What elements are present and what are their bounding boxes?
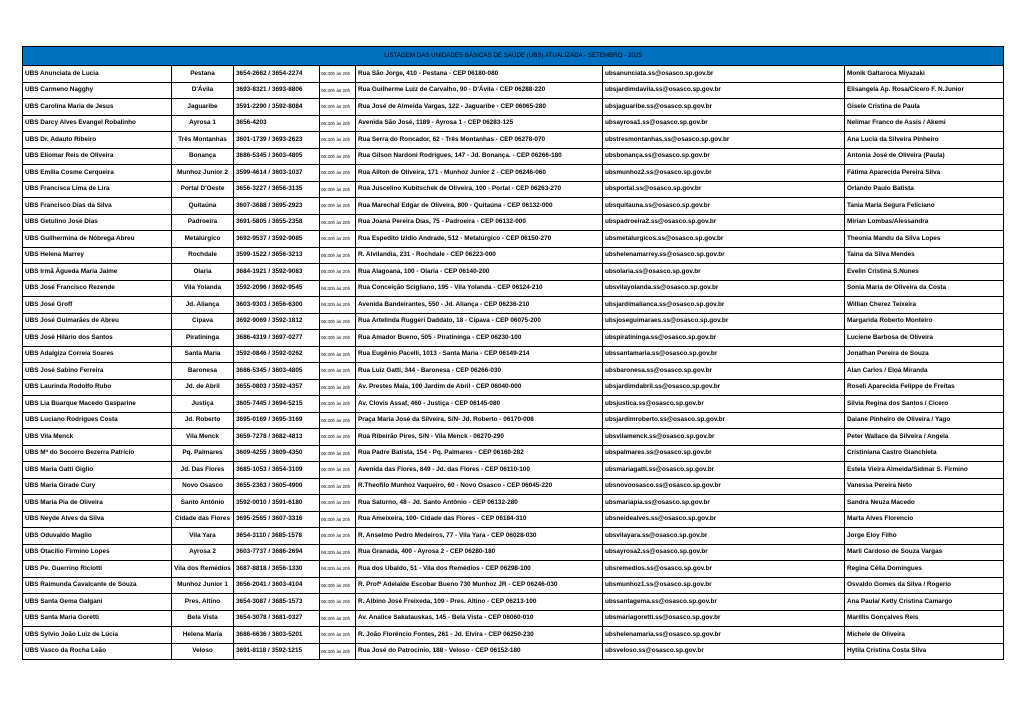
manager-cell: Antonia José de Oliveira (Paula) bbox=[845, 148, 1004, 165]
district-cell: Quitaúna bbox=[172, 198, 234, 215]
unit-name-cell: UBS José Groff bbox=[23, 297, 172, 314]
hours-cell: 06:30h às 20h bbox=[320, 412, 356, 429]
unit-name-cell: UBS Sylvio João Luiz de Lúcia bbox=[23, 627, 172, 644]
ubs-listing-sheet bbox=[22, 46, 1003, 660]
district-cell: Bela Vista bbox=[172, 610, 234, 627]
hours-cell: 06:30h às 20h bbox=[320, 610, 356, 627]
unit-name-cell: UBS Neyde Alves da Silva bbox=[23, 511, 172, 528]
district-cell: Santa Maria bbox=[172, 346, 234, 363]
district-cell: Munhoz Junior 1 bbox=[172, 577, 234, 594]
manager-cell: Gisele Cristina de Paula bbox=[845, 99, 1004, 116]
unit-name-cell: UBS Helena Marrey bbox=[23, 247, 172, 264]
table-row bbox=[23, 181, 1004, 198]
table-row bbox=[23, 561, 1004, 578]
hours-cell: 06:30h às 20h bbox=[320, 99, 356, 116]
unit-name-cell: UBS Maria Girade Cury bbox=[23, 478, 172, 495]
phones-cell: 3686-6636 / 3603-5201 bbox=[234, 627, 320, 644]
hours-cell: 06:30h às 20h bbox=[320, 396, 356, 413]
table-row bbox=[23, 594, 1004, 611]
address-cell: Avenida das Flores, 849 - Jd. das Flores - CEP 06110-100 bbox=[356, 462, 603, 479]
unit-name-cell: UBS Getulino José Dias bbox=[23, 214, 172, 231]
hours-cell: 06:30h às 20h bbox=[320, 181, 356, 198]
table-row bbox=[23, 280, 1004, 297]
address-cell: Rua Guilherme Luiz de Carvalho, 90 - D'Ávila - CEP 06288-220 bbox=[356, 82, 603, 99]
table-row bbox=[23, 610, 1004, 627]
table-row bbox=[23, 165, 1004, 182]
table-row bbox=[23, 478, 1004, 495]
hours-cell: 06:30h às 20h bbox=[320, 313, 356, 330]
phones-cell: 3693-8321 / 3693-8806 bbox=[234, 82, 320, 99]
table-row bbox=[23, 643, 1004, 660]
district-cell: Ayrosa 1 bbox=[172, 115, 234, 132]
district-cell: Três Montanhas bbox=[172, 132, 234, 149]
address-cell: Rua Espedito Izidio Andrade, 512 - Metalúrgico - CEP 06150-270 bbox=[356, 231, 603, 248]
manager-cell: Mirian Lombas/Alessandra bbox=[845, 214, 1004, 231]
phones-cell: 3603-7737 / 3686-2694 bbox=[234, 544, 320, 561]
district-cell: Rochdale bbox=[172, 247, 234, 264]
district-cell: Padroeira bbox=[172, 214, 234, 231]
table-row bbox=[23, 462, 1004, 479]
address-cell: Rua dos Ubaldo, 51 - Vila dos Remédios - CEP 06298-100 bbox=[356, 561, 603, 578]
phones-cell: 3654-3110 / 3685-1578 bbox=[234, 528, 320, 545]
manager-cell: Evelin Cristina S.Nunes bbox=[845, 264, 1004, 281]
phones-cell: 3695-0169 / 3695-3169 bbox=[234, 412, 320, 429]
address-cell: Rua Ribeirão Pires, S/N - Vila Menck - 06270-290 bbox=[356, 429, 603, 446]
phones-cell: 3591-2290 / 3592-8084 bbox=[234, 99, 320, 116]
table-row bbox=[23, 511, 1004, 528]
unit-name-cell: UBS Guilhermina de Nóbrega Abreu bbox=[23, 231, 172, 248]
district-cell: Metalúrgico bbox=[172, 231, 234, 248]
address-cell: Rua Juscelino Kubitschek de Oliveira, 100 - Portal - CEP 06263-270 bbox=[356, 181, 603, 198]
email-cell: ubsayrosa1.ss@osasco.sp.gov.br bbox=[603, 115, 845, 132]
hours-cell: 06:30h às 20h bbox=[320, 346, 356, 363]
email-cell: ubsmetalurgicos.ss@osasco.sp.gov.br bbox=[603, 231, 845, 248]
district-cell: Vila Yara bbox=[172, 528, 234, 545]
hours-cell: 06:30h às 20h bbox=[320, 445, 356, 462]
hours-cell: 06:30h às 20h bbox=[320, 330, 356, 347]
manager-cell: Regina Célia Domingues bbox=[845, 561, 1004, 578]
phones-cell: 3686-5345 / 3603-4805 bbox=[234, 148, 320, 165]
table-title: LISTAGEM DAS UNIDADES BÁSICAS DE SAÚDE (UBS) ATUALIZADA - SETEMBRO - 2025 bbox=[23, 47, 1004, 66]
email-cell: ubsjardimroberto.ss@osasco.sp.gov.br bbox=[603, 412, 845, 429]
hours-cell: 06:30h às 20h bbox=[320, 627, 356, 644]
email-cell: ubspadroeira2.ss@osasco.sp.gov.br bbox=[603, 214, 845, 231]
unit-name-cell: UBS José Hilário dos Santos bbox=[23, 330, 172, 347]
address-cell: Rua São Jorge, 410 - Pestana - CEP 06180-080 bbox=[356, 66, 603, 83]
email-cell: ubsquitauna.ss@osasco.sp.gov.br bbox=[603, 198, 845, 215]
phones-cell: 3656-3227 / 3656-3135 bbox=[234, 181, 320, 198]
hours-cell: 06:30h às 20h bbox=[320, 462, 356, 479]
manager-cell: Nelimar Franco de Assis / Akemi bbox=[845, 115, 1004, 132]
phones-cell: 3691-8118 / 3592-1215 bbox=[234, 643, 320, 660]
manager-cell: Theonia Mandu da Silva Lopes bbox=[845, 231, 1004, 248]
address-cell: Rua Artelinda Ruggeri Daddato, 18 - Cipava - CEP 06075-200 bbox=[356, 313, 603, 330]
phones-cell: 3592-0010 / 3591-6180 bbox=[234, 495, 320, 512]
address-cell: Rua Ailton de Oliveira, 171 - Munhoz Junior 2 - CEP 06246-060 bbox=[356, 165, 603, 182]
district-cell: Jd. Roberto bbox=[172, 412, 234, 429]
table-row bbox=[23, 247, 1004, 264]
hours-cell: 06:30h às 20h bbox=[320, 544, 356, 561]
table-row bbox=[23, 115, 1004, 132]
hours-cell: 06:30h às 20h bbox=[320, 379, 356, 396]
manager-cell: Taina da Silva Mendes bbox=[845, 247, 1004, 264]
unit-name-cell: UBS Lia Buarque Macedo Gasparine bbox=[23, 396, 172, 413]
email-cell: ubsnovoosasco.ss@osasco.sp.gov.br bbox=[603, 478, 845, 495]
email-cell: ubsolaria.ss@osasco.sp.gov.br bbox=[603, 264, 845, 281]
table-row bbox=[23, 627, 1004, 644]
district-cell: Pq. Palmares bbox=[172, 445, 234, 462]
phones-cell: 3605-7445 / 3694-5215 bbox=[234, 396, 320, 413]
email-cell: ubshelenamaria.ss@osasco.sp.gov.br bbox=[603, 627, 845, 644]
hours-cell: 06:30h às 20h bbox=[320, 247, 356, 264]
phones-cell: 3603-9303 / 3656-6300 bbox=[234, 297, 320, 314]
unit-name-cell: UBS Pe. Guerrino Riciotti bbox=[23, 561, 172, 578]
district-cell: Baronesa bbox=[172, 363, 234, 380]
district-cell: Jaguaribe bbox=[172, 99, 234, 116]
address-cell: Rua Saturno, 48 - Jd. Santo Antônio - CEP 06132-280 bbox=[356, 495, 603, 512]
address-cell: Rua Ameixeira, 100- Cidade das Flores - CEP 06184-310 bbox=[356, 511, 603, 528]
unit-name-cell: UBS Francisca Lima de Lira bbox=[23, 181, 172, 198]
address-cell: Avenida Bandeirantes, 550 - Jd. Aliança - CEP 06236-210 bbox=[356, 297, 603, 314]
email-cell: ubsbonança.ss@osasco.sp.gov.br bbox=[603, 148, 845, 165]
manager-cell: Cristiniana Castro Gianchieta bbox=[845, 445, 1004, 462]
address-cell: Rua Amador Bueno, 505 - Piratininga - CEP 06230-100 bbox=[356, 330, 603, 347]
phones-cell: 3695-2565 / 3607-3316 bbox=[234, 511, 320, 528]
address-cell: Rua Alagoana, 100 - Olaria - CEP 06140-200 bbox=[356, 264, 603, 281]
unit-name-cell: UBS Carolina Maria de Jesus bbox=[23, 99, 172, 116]
table-row bbox=[23, 528, 1004, 545]
email-cell: ubshelenamarrey.ss@osasco.sp.gov.br bbox=[603, 247, 845, 264]
manager-cell: Sonia Maria de Oliveira da Costa bbox=[845, 280, 1004, 297]
manager-cell: Daiane Pinheiro de Oliveira / Yago bbox=[845, 412, 1004, 429]
unit-name-cell: UBS Adalgiza Correia Soares bbox=[23, 346, 172, 363]
unit-name-cell: UBS Dr. Adauto Ribeiro bbox=[23, 132, 172, 149]
address-cell: Rua José do Patrocinio, 188 - Veloso - CEP 06152-180 bbox=[356, 643, 603, 660]
address-cell: R. Albino José Freixeda, 109 - Pres. Altino - CEP 06213-100 bbox=[356, 594, 603, 611]
address-cell: Rua Eugênio Pacelli, 1013 - Santa Maria - CEP 06149-214 bbox=[356, 346, 603, 363]
table-row bbox=[23, 396, 1004, 413]
address-cell: R. Profª Adelaide Escobar Bueno 730 Munhoz JR - CEP 06246-030 bbox=[356, 577, 603, 594]
table-row bbox=[23, 264, 1004, 281]
phones-cell: 3601-1739 / 3693-2623 bbox=[234, 132, 320, 149]
phones-cell: 3607-3688 / 3695-2923 bbox=[234, 198, 320, 215]
unit-name-cell: UBS Luciano Rodrigues Costa bbox=[23, 412, 172, 429]
email-cell: ubsanunciata.ss@osasco.sp.gov.br bbox=[603, 66, 845, 83]
hours-cell: 06:30h às 20h bbox=[320, 297, 356, 314]
table-row bbox=[23, 544, 1004, 561]
phones-cell: 3686-4319 / 3697-0277 bbox=[234, 330, 320, 347]
manager-cell: Marta Alves Florencio bbox=[845, 511, 1004, 528]
address-cell: Rua Joana Pereira Dias, 75 - Padroeira - CEP 06132-000 bbox=[356, 214, 603, 231]
unit-name-cell: UBS Elíomar Reis de Oliveira bbox=[23, 148, 172, 165]
phones-cell: 3692-9537 / 3592-9085 bbox=[234, 231, 320, 248]
table-row bbox=[23, 132, 1004, 149]
phones-cell: 3592-2096 / 3692-9545 bbox=[234, 280, 320, 297]
email-cell: ubsjaguaribe.ss@osasco.sp.gov.br bbox=[603, 99, 845, 116]
hours-cell: 06:30h às 20h bbox=[320, 214, 356, 231]
hours-cell: 06:30h às 20h bbox=[320, 66, 356, 83]
table-row bbox=[23, 198, 1004, 215]
district-cell: Jd. de Abril bbox=[172, 379, 234, 396]
email-cell: ubsvilayolanda.ss@osasco.sp.gov.br bbox=[603, 280, 845, 297]
address-cell: Av. Analice Sakatauskas, 145 - Bela Vista - CEP 06060-010 bbox=[356, 610, 603, 627]
manager-cell: Fátima Aparecida Pereira Silva bbox=[845, 165, 1004, 182]
district-cell: Jd. Das Flores bbox=[172, 462, 234, 479]
hours-cell: 06:30h às 20h bbox=[320, 231, 356, 248]
hours-cell: 06:30h às 20h bbox=[320, 429, 356, 446]
district-cell: Olaria bbox=[172, 264, 234, 281]
table-row bbox=[23, 214, 1004, 231]
address-cell: R. Alvilandia, 231 - Rochdale - CEP 06223-000 bbox=[356, 247, 603, 264]
table-row bbox=[23, 313, 1004, 330]
phones-cell: 3655-2363 / 3605-4900 bbox=[234, 478, 320, 495]
manager-cell: Peter Wallace da Silveira / Angela bbox=[845, 429, 1004, 446]
email-cell: ubspalmares.ss@osasco.sp.gov.br bbox=[603, 445, 845, 462]
hours-cell: 06:30h às 20h bbox=[320, 561, 356, 578]
address-cell: R.Theofilo Munhoz Vaqueiro, 60 - Novo Osasco - CEP 06045-220 bbox=[356, 478, 603, 495]
manager-cell: Marillis Gonçalves Reis bbox=[845, 610, 1004, 627]
manager-cell: Jonathan Pereira de Souza bbox=[845, 346, 1004, 363]
email-cell: ubsbaronesa.ss@osasco.sp.gov.br bbox=[603, 363, 845, 380]
phones-cell: 3687-8818 / 3656-1330 bbox=[234, 561, 320, 578]
table-row bbox=[23, 297, 1004, 314]
manager-cell: Marli Cardoso de Souza Vargas bbox=[845, 544, 1004, 561]
unit-name-cell: UBS Santa Gema Galgani bbox=[23, 594, 172, 611]
district-cell: Cipava bbox=[172, 313, 234, 330]
unit-name-cell: UBS Vasco da Rocha Leão bbox=[23, 643, 172, 660]
phones-cell: 3654-2662 / 3654-2274 bbox=[234, 66, 320, 83]
table-row bbox=[23, 82, 1004, 99]
manager-cell: Luciene Barbosa de Oliveira bbox=[845, 330, 1004, 347]
email-cell: ubsjustica.ss@osasco.sp.gov.br bbox=[603, 396, 845, 413]
unit-name-cell: UBS Otacilio Firmino Lopes bbox=[23, 544, 172, 561]
district-cell: Pres. Altino bbox=[172, 594, 234, 611]
phones-cell: 3686-5345 / 3603-4805 bbox=[234, 363, 320, 380]
unit-name-cell: UBS Francisco Dias da Silva bbox=[23, 198, 172, 215]
email-cell: ubsayrosa2.ss@osasco.sp.gov.br bbox=[603, 544, 845, 561]
email-cell: ubssantagema.ss@osasco.sp.gov.br bbox=[603, 594, 845, 611]
ubs-table bbox=[22, 46, 1004, 660]
address-cell: Praça Maria José da Silveira, S/N- Jd. Roberto - 06170-008 bbox=[356, 412, 603, 429]
address-cell: Av. Prestes Maia, 100 Jardim de Abril - CEP 06040-000 bbox=[356, 379, 603, 396]
phones-cell: 3609-4255 / 3609-4350 bbox=[234, 445, 320, 462]
email-cell: ubsmariapia.ss@osasco.sp.gov.br bbox=[603, 495, 845, 512]
unit-name-cell: UBS Maria Pia de Oliveira bbox=[23, 495, 172, 512]
table-row bbox=[23, 412, 1004, 429]
district-cell: Vila Yolanda bbox=[172, 280, 234, 297]
unit-name-cell: UBS Raimunda Cavalcante de Souza bbox=[23, 577, 172, 594]
email-cell: ubsveloso.ss@osasco.sp.gov.br bbox=[603, 643, 845, 660]
manager-cell: Orlando Paulo Batista bbox=[845, 181, 1004, 198]
manager-cell: Silvia Regina dos Santos / Cicero bbox=[845, 396, 1004, 413]
address-cell: Rua Conceição Scigliano, 195 - Vila Yolanda - CEP 06124-210 bbox=[356, 280, 603, 297]
manager-cell: Osvaldo Gomes da Silva / Rogerio bbox=[845, 577, 1004, 594]
district-cell: Justiça bbox=[172, 396, 234, 413]
email-cell: ubsjardimalianca.ss@osasco.sp.gov.br bbox=[603, 297, 845, 314]
hours-cell: 06:30h às 20h bbox=[320, 363, 356, 380]
address-cell: Rua Luiz Gatti, 344 - Baronesa - CEP 06266-030 bbox=[356, 363, 603, 380]
phones-cell: 3684-1921 / 3592-9083 bbox=[234, 264, 320, 281]
address-cell: R. Anselmo Pedro Medeiros, 77 - Vila Yara - CEP 06028-030 bbox=[356, 528, 603, 545]
table-row bbox=[23, 346, 1004, 363]
phones-cell: 3659-7278 / 3682-4813 bbox=[234, 429, 320, 446]
district-cell: Pestana bbox=[172, 66, 234, 83]
phones-cell: 3655-0803 / 3592-4357 bbox=[234, 379, 320, 396]
address-cell: Rua Marechal Edgar de Oliveira, 800 - Quitaúna - CEP 06132-000 bbox=[356, 198, 603, 215]
table-row bbox=[23, 231, 1004, 248]
district-cell: Munhoz Junior 2 bbox=[172, 165, 234, 182]
district-cell: Veloso bbox=[172, 643, 234, 660]
manager-cell: Vanessa Pereira Neto bbox=[845, 478, 1004, 495]
phones-cell: 3599-1522 / 3656-3213 bbox=[234, 247, 320, 264]
manager-cell: Monik Galtaroca Miyazaki bbox=[845, 66, 1004, 83]
hours-cell: 06:30h às 20h bbox=[320, 495, 356, 512]
manager-cell: Estela Vieira Almeida/Sidmar S. Firmino bbox=[845, 462, 1004, 479]
address-cell: Rua José de Almeida Vargas, 122 - Jaguaribe - CEP 06065-280 bbox=[356, 99, 603, 116]
manager-cell: Hytila Cristina Costa Silva bbox=[845, 643, 1004, 660]
district-cell: Portal D'Oeste bbox=[172, 181, 234, 198]
unit-name-cell: UBS Oduvaldo Maglio bbox=[23, 528, 172, 545]
email-cell: ubsvilamenck.ss@osasco.sp.gov.br bbox=[603, 429, 845, 446]
phones-cell: 3599-4614 / 3603-1037 bbox=[234, 165, 320, 182]
email-cell: ubsvilayara.ss@osasco.sp.gov.br bbox=[603, 528, 845, 545]
phones-cell: 3692-9069 / 3592-1812 bbox=[234, 313, 320, 330]
unit-name-cell: UBS Laurinda Rodolfo Rubo bbox=[23, 379, 172, 396]
unit-name-cell: UBS Mª do Socorro Bezerra Patrício bbox=[23, 445, 172, 462]
manager-cell: Jorge Eloy Filho bbox=[845, 528, 1004, 545]
manager-cell: Michele de Oliveira bbox=[845, 627, 1004, 644]
email-cell: ubsmariagatti.ss@osasco.sp.gov.br bbox=[603, 462, 845, 479]
hours-cell: 06:30h às 20h bbox=[320, 82, 356, 99]
district-cell: Santo Antônio bbox=[172, 495, 234, 512]
table-row bbox=[23, 577, 1004, 594]
address-cell: R. João Florêncio Fontes, 261 - Jd. Elvira - CEP 06250-230 bbox=[356, 627, 603, 644]
district-cell: Vila Menck bbox=[172, 429, 234, 446]
email-cell: ubsremedios.ss@osasco.sp.gov.br bbox=[603, 561, 845, 578]
phones-cell: 3656-4203 bbox=[234, 115, 320, 132]
address-cell: Rua Serra do Roncador, 62 - Três Montanhas - CEP 06278-070 bbox=[356, 132, 603, 149]
hours-cell: 06:30h às 20h bbox=[320, 132, 356, 149]
unit-name-cell: UBS José Francisco Rezende bbox=[23, 280, 172, 297]
unit-name-cell: UBS Emília Cosme Cerqueira bbox=[23, 165, 172, 182]
unit-name-cell: UBS José Sabino Ferreira bbox=[23, 363, 172, 380]
email-cell: ubstresmontanhas.ss@osasco.sp.gov.br bbox=[603, 132, 845, 149]
hours-cell: 06:30h às 20h bbox=[320, 264, 356, 281]
table-row bbox=[23, 445, 1004, 462]
manager-cell: Roseli Aparecida Felippe de Freitas bbox=[845, 379, 1004, 396]
phones-cell: 3685-1053 / 3654-3109 bbox=[234, 462, 320, 479]
email-cell: ubsportal.ss@osasco.sp.gov.br bbox=[603, 181, 845, 198]
address-cell: Av. Clovis Assaf, 460 - Justiça - CEP 06145-080 bbox=[356, 396, 603, 413]
hours-cell: 06:30h às 20h bbox=[320, 280, 356, 297]
table-row bbox=[23, 495, 1004, 512]
address-cell: Avenida São José, 1189 - Ayrosa 1 - CEP 06283-125 bbox=[356, 115, 603, 132]
manager-cell: Ana Lucia da Silveira Pinheiro bbox=[845, 132, 1004, 149]
hours-cell: 06:30h às 20h bbox=[320, 594, 356, 611]
table-row bbox=[23, 99, 1004, 116]
district-cell: Novo Osasco bbox=[172, 478, 234, 495]
district-cell: Ayrosa 2 bbox=[172, 544, 234, 561]
district-cell: D'Ávila bbox=[172, 82, 234, 99]
email-cell: ubsjoseguimaraes.ss@osasco.sp.gov.br bbox=[603, 313, 845, 330]
phones-cell: 3691-5805 / 3655-2358 bbox=[234, 214, 320, 231]
table-row bbox=[23, 330, 1004, 347]
manager-cell: Tania Maria Segura Feliciano bbox=[845, 198, 1004, 215]
hours-cell: 06:30h às 20h bbox=[320, 528, 356, 545]
hours-cell: 06:30h às 20h bbox=[320, 478, 356, 495]
address-cell: Rua Gilson Nardoni Rodrigues, 147 - Jd. Bonança. - CEP 06266-180 bbox=[356, 148, 603, 165]
unit-name-cell: UBS José Guimarães de Abreu bbox=[23, 313, 172, 330]
district-cell: Piratininga bbox=[172, 330, 234, 347]
hours-cell: 06:30h às 20h bbox=[320, 643, 356, 660]
unit-name-cell: UBS Carmeno Nagghy bbox=[23, 82, 172, 99]
hours-cell: 06:30h às 20h bbox=[320, 165, 356, 182]
address-cell: Rua Padre Batista, 154 - Pq. Palmares - CEP 06160-282 bbox=[356, 445, 603, 462]
unit-name-cell: UBS Maria Gatti Giglio bbox=[23, 462, 172, 479]
hours-cell: 06:30h às 20h bbox=[320, 511, 356, 528]
table-row bbox=[23, 429, 1004, 446]
manager-cell: Willian Cherez Teixeira bbox=[845, 297, 1004, 314]
table-title-row bbox=[23, 47, 1004, 66]
district-cell: Bonança bbox=[172, 148, 234, 165]
manager-cell: Alan Carlos / Eloá Miranda bbox=[845, 363, 1004, 380]
district-cell: Helena Maria bbox=[172, 627, 234, 644]
table-row bbox=[23, 363, 1004, 380]
email-cell: ubsmunhoz1.ss@osasco.sp.gov.br bbox=[603, 577, 845, 594]
table-row bbox=[23, 148, 1004, 165]
phones-cell: 3656-2041 / 3603-4104 bbox=[234, 577, 320, 594]
manager-cell: Margarida Roberto Monteiro bbox=[845, 313, 1004, 330]
unit-name-cell: UBS Anunciata de Lucia bbox=[23, 66, 172, 83]
unit-name-cell: UBS Darcy Alves Evangel Robalinho bbox=[23, 115, 172, 132]
table-row bbox=[23, 379, 1004, 396]
email-cell: ubsjardimdavila.ss@osasco.sp.gov.br bbox=[603, 82, 845, 99]
district-cell: Vila dos Remédios bbox=[172, 561, 234, 578]
email-cell: ubsmariagoretti.ss@osasco.sp.gov.br bbox=[603, 610, 845, 627]
manager-cell: Elisangela Ap. Rosa/Cicero F. N.Junior bbox=[845, 82, 1004, 99]
manager-cell: Ana Paula/ Ketly Cristina Camargo bbox=[845, 594, 1004, 611]
email-cell: ubsneidealves.ss@osasco.sp.gov.br bbox=[603, 511, 845, 528]
hours-cell: 06:30h às 20h bbox=[320, 115, 356, 132]
phones-cell: 3592-0846 / 3592-0262 bbox=[234, 346, 320, 363]
email-cell: ubssantamaria.ss@osasco.sp.gov.br bbox=[603, 346, 845, 363]
address-cell: Rua Granada, 400 - Ayrosa 2 - CEP 06280-180 bbox=[356, 544, 603, 561]
hours-cell: 06:30h às 20h bbox=[320, 198, 356, 215]
district-cell: Cidade das Flores bbox=[172, 511, 234, 528]
phones-cell: 3654-3087 / 3685-1573 bbox=[234, 594, 320, 611]
manager-cell: Sandra Neuza Macedo bbox=[845, 495, 1004, 512]
email-cell: ubsjardimdabril.ss@osasco.sp.gov.br bbox=[603, 379, 845, 396]
table-row bbox=[23, 66, 1004, 83]
phones-cell: 3654-3078 / 3681-0327 bbox=[234, 610, 320, 627]
unit-name-cell: UBS Vila Menck bbox=[23, 429, 172, 446]
unit-name-cell: UBS Irmã Águeda Maria Jaime bbox=[23, 264, 172, 281]
email-cell: ubspiratininga.ss@osasco.sp.gov.br bbox=[603, 330, 845, 347]
district-cell: Jd. Aliança bbox=[172, 297, 234, 314]
email-cell: ubsmunhoz2.ss@osasco.sp.gov.br bbox=[603, 165, 845, 182]
unit-name-cell: UBS Santa Maria Goretti bbox=[23, 610, 172, 627]
hours-cell: 06:30h às 20h bbox=[320, 577, 356, 594]
hours-cell: 06:30h às 20h bbox=[320, 148, 356, 165]
